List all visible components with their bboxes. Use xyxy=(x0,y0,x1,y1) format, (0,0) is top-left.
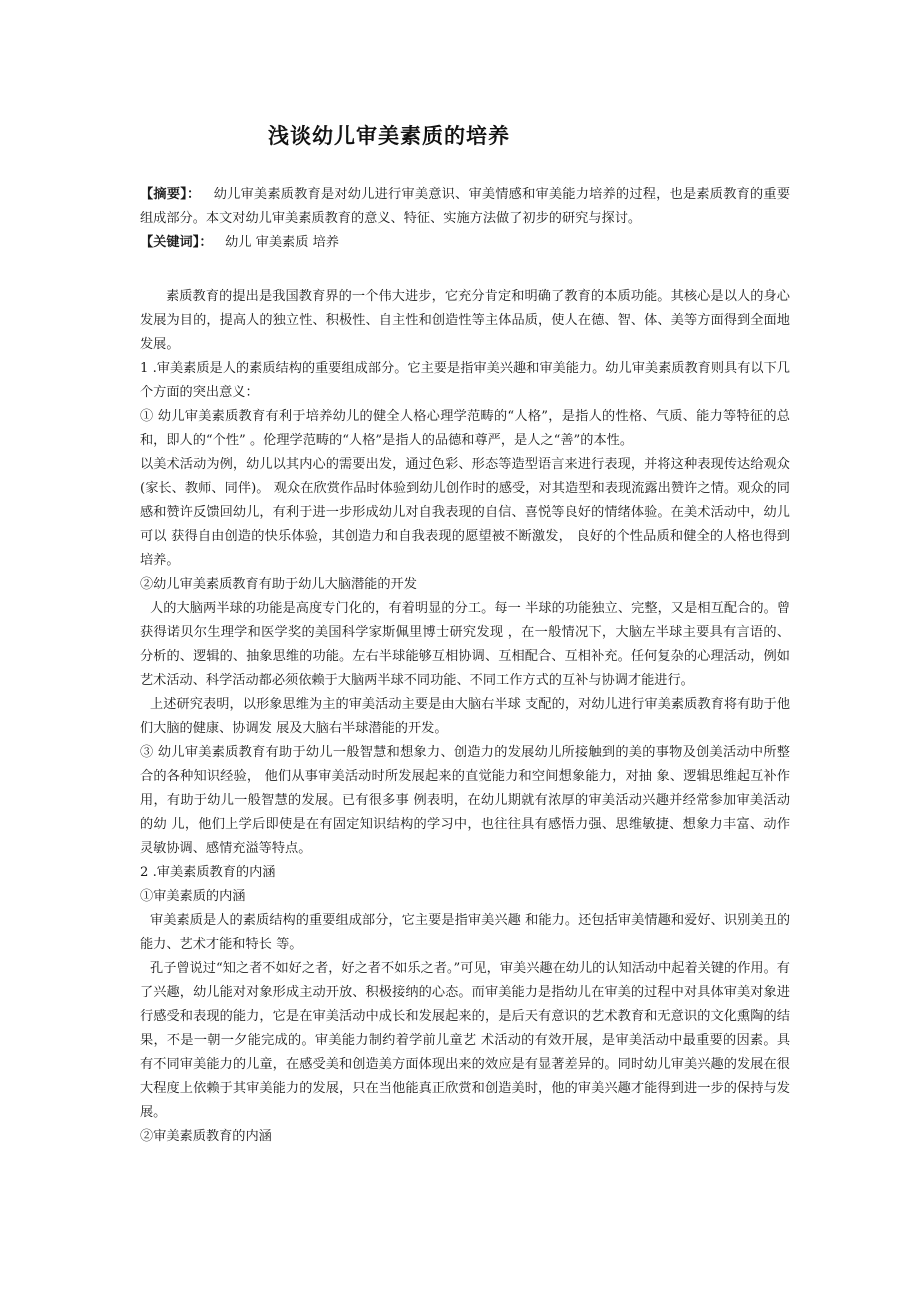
abstract xyxy=(140,183,790,231)
subheading: ②幼儿审美素质教育有助于幼儿大脑潜能的开发 xyxy=(140,577,417,592)
body-paragraph: ① 幼儿审美素质教育有利于培养幼儿的健全人格心理学范畴的“人格”，是指人的性格、气质、能力等特征的总和，即人的“个性” 。伦理学范畴的“人格”是指人的品德和尊严，是人之“善”的本性。 xyxy=(140,409,790,448)
subheading: ②审美素质教育的内涵 xyxy=(140,1129,272,1144)
body-paragraph: 素质教育的提出是我国教育界的一个伟大进步，它充分肯定和明确了教育的本质功能。其核心是以人的身心发展为目的，提高人的独立性、积极性、自主性和创造性等主体品质，使人在德、智、体、美等方面得到全面地发展。 xyxy=(140,289,790,352)
body-paragraph: 人的大脑两半球的功能是高度专门化的，有着明显的分工。每一 半球的功能独立、完整，又是相互配合的。曾获得诺贝尔生理学和医学奖的美国科学家斯佩里博士研究发现 ，在一般情况下，大脑左半球主要具有言语的、分析的、逻辑的、抽象思维的功能。左右半球能够互相协调、互相配合、互相补充。任何复杂的心理活动，例如艺术活动、科学活动都必须依赖于大脑两半球不同功能、不同工作方式的互补与协调才能进行。 xyxy=(140,601,790,688)
document-body xyxy=(140,183,790,1149)
keywords-label: 【关键词】： xyxy=(140,235,213,250)
abstract-text: 幼儿审美素质教育是对幼儿进行审美意识、审美情感和审美能力培养的过程，也是素质教育的重要组成部分。本文对幼儿审美素质教育的意义、特征、实施方法做了初步的研究与探讨。 xyxy=(140,187,791,226)
body-paragraph: 审美素质是人的素质结构的重要组成部分，它主要是指审美兴趣 和能力。还包括审美情趣和爱好、识别美丑的能力、艺术才能和特长 等。 xyxy=(140,913,790,952)
body-paragraph: ③ 幼儿审美素质教育有助于幼儿一般智慧和想象力、创造力的发展幼儿所接触到的美的事物及创美活动中所整合的各种知识经验， 他们从事审美活动时所发展起来的直觉能力和空间想象能力，对抽 象、逻辑思维起互补作用，有助于幼儿一般智慧的发展。已有很多事 例表明，在幼儿期就有浓厚的审美活动兴趣并经常参加审美活动的幼 儿，他们上学后即使是在有固定知识结构的学习中，也往往具有感悟力强、思维敏捷、想象力丰富、动作灵敏协调、感情充溢等特点。 xyxy=(140,745,791,856)
keywords-text: 幼儿 审美素质 培养 xyxy=(225,235,339,250)
page-title: 浅谈幼儿审美素质的培养 xyxy=(268,124,510,148)
subheading: ①审美素质的内涵 xyxy=(140,889,246,904)
section-spacer xyxy=(140,255,790,285)
abstract-label: 【摘要】： xyxy=(140,187,201,202)
section-heading: 2 .审美素质教育的内涵 xyxy=(140,865,276,880)
body-paragraph: 上述研究表明，以形象思维为主的审美活动主要是由大脑右半球 支配的，对幼儿进行审美素质教育将有助于他们大脑的健康、协调发 展及大脑右半球潜能的开发。 xyxy=(140,697,790,736)
body-paragraph: 孔子曾说过“知之者不如好之者，好之者不如乐之者。”可见，审美兴趣在幼儿的认知活动中起着关键的作用。有了兴趣，幼儿能对对象形成主动开放、积极接纳的心态。而审美能力是指幼儿在审美的过程中对具体审美对象进行感受和表现的能力，它是在审美活动中成长和发展起来的，是后天有意识的艺术教育和无意识的文化熏陶的结果，不是一朝一夕能完成的。审美能力制约着学前儿童艺 术活动的有效开展，是审美活动中最重要的因素。具有不同审美能力的儿童，在感受美和创造美方面体现出来的效应是有显著差异的。同时幼儿审美兴趣的发展在很大程度上依赖于其审美能力的发展，只在当他能真正欣赏和创造美时，他的审美兴趣才能得到进一步的保持与发展。 xyxy=(140,961,791,1120)
section-heading: 1 .审美素质是人的素质结构的重要组成部分。它主要是指审美兴趣和审美能力。幼儿审美素质教育则具有以下几个方面的突出意义： xyxy=(140,361,790,400)
body-paragraph: 以美术活动为例，幼儿以其内心的需要出发，通过色彩、形态等造型语言来进行表现，并将这种表现传达给观众(家长、教师、同伴)。 观众在欣赏作品时体验到幼儿创作时的感受，对其造型和表现流露出赞许之情。观众的同感和赞许反馈回幼儿，有利于进一步形成幼儿对自我表现的自信、喜悦等良好的情绪体验。在美术活动中，幼儿可以 获得自由创造的快乐体验，其创造力和自我表现的愿望被不断激发， 良好的个性品质和健全的人格也得到培养。 xyxy=(140,457,790,568)
keywords xyxy=(140,231,790,255)
